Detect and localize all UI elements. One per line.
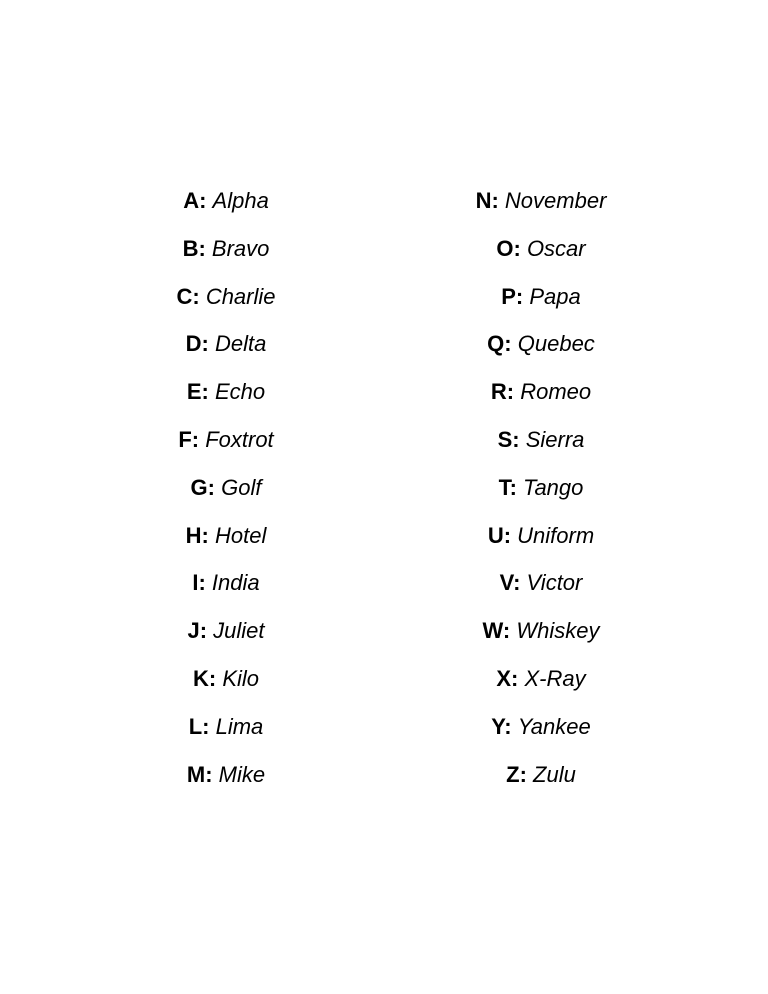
entry-word: Delta [214,331,267,357]
entry-letter: B: [182,235,206,261]
alphabet-entry-f [76,416,376,464]
entry-word: Sierra [525,426,585,452]
alphabet-entry-e [76,368,376,416]
entry-letter: X: [496,665,519,691]
entry-word: Charlie [205,283,276,309]
right-column [391,177,691,798]
alphabet-entry-n [391,177,691,225]
alphabet-entry-h [76,512,376,560]
entry-word: Whiskey [516,618,600,644]
entry-letter: I: [192,570,206,596]
entry-word: Quebec [517,331,595,357]
entry-word: Romeo [520,379,592,405]
alphabet-entry-o [391,225,691,273]
entry-letter: G: [190,474,215,500]
alphabet-entry-d [76,320,376,368]
entry-letter: Q: [487,331,512,357]
entry-letter: J: [187,618,208,644]
alphabet-entry-b [76,225,376,273]
entry-letter: T: [498,474,517,500]
entry-word: Golf [221,474,262,500]
entry-word: Papa [529,283,581,309]
entry-word: Juliet [213,618,265,644]
entry-letter: M: [186,761,213,787]
entry-word: Uniform [517,522,595,548]
entry-word: Yankee [517,713,591,739]
alphabet-entry-l [76,703,376,751]
entry-word: November [504,188,607,213]
entry-word: Victor [526,570,583,596]
alphabet-entry-i [76,559,376,607]
alphabet-entry-g [76,464,376,512]
entry-letter: P: [501,283,524,309]
entry-word: Foxtrot [205,426,274,452]
entry-letter: H: [185,522,209,548]
entry-word: Echo [214,379,266,405]
entry-letter: W: [482,618,511,644]
entry-letter: A: [183,188,207,213]
entry-word: Mike [218,761,266,787]
entry-letter: C: [176,283,200,309]
alphabet-entry-a [76,177,376,225]
entry-word: Hotel [214,522,267,548]
entry-letter: Z: [506,761,527,787]
alphabet-entry-t [391,464,691,512]
entry-letter: D: [185,331,209,357]
entry-letter: R: [490,379,515,405]
entry-letter: V: [499,570,521,596]
left-column [76,177,376,798]
entry-letter: U: [487,522,512,548]
entry-word: Alpha [212,188,269,213]
alphabet-entry-w [391,607,691,655]
entry-word: Lima [215,713,264,739]
alphabet-entry-y [391,703,691,751]
alphabet-entry-z [391,751,691,799]
entry-word: Oscar [526,235,586,261]
entry-word: Tango [523,474,584,500]
entry-letter: K: [192,665,217,691]
entry-letter: F: [178,426,200,452]
entry-word: India [211,570,260,596]
alphabet-entry-k [76,655,376,703]
alphabet-entry-x [391,655,691,703]
entry-word: Bravo [211,235,270,261]
entry-letter: Y: [491,713,512,739]
alphabet-entry-u [391,512,691,560]
alphabet-entry-r [391,368,691,416]
alphabet-entry-j [76,607,376,655]
alphabet-entry-c [76,273,376,321]
alphabet-entry-q [391,320,691,368]
alphabet-entry-m [76,751,376,799]
entry-letter: N: [475,188,499,213]
alphabet-entry-p [391,273,691,321]
entry-word: Zulu [533,761,576,787]
entry-letter: O: [496,235,521,261]
entry-word: X-Ray [524,665,586,691]
entry-letter: S: [497,426,520,452]
entry-word: Kilo [222,665,260,691]
entry-letter: L: [188,713,210,739]
entry-letter: E: [186,379,209,405]
alphabet-entry-v [391,559,691,607]
alphabet-entry-s [391,416,691,464]
